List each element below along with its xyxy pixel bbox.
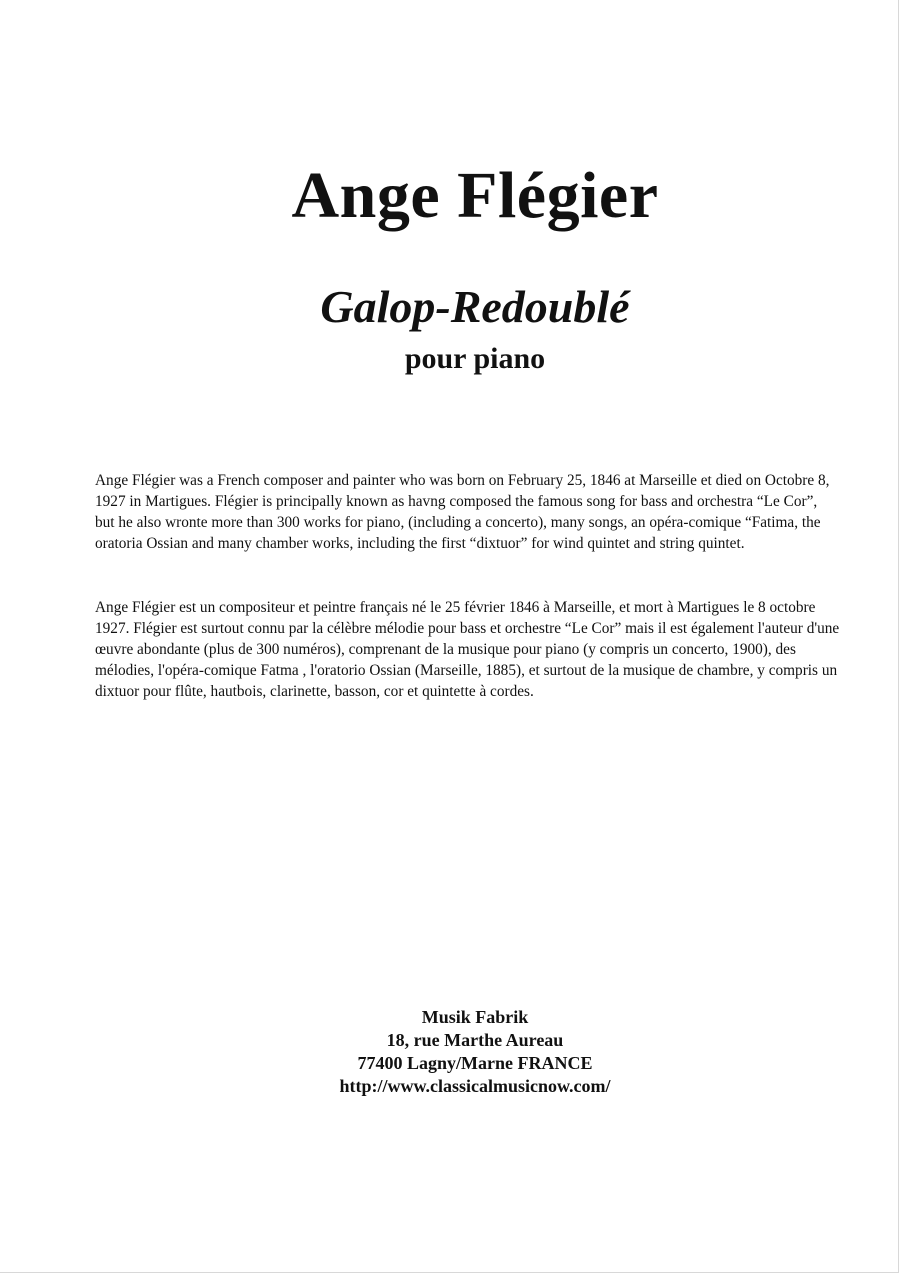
instrumentation: pour piano xyxy=(404,342,546,375)
publisher-city: 77400 Lagny/Marne FRANCE xyxy=(357,1053,593,1073)
publisher-block xyxy=(0,1006,900,1098)
biography-french: Ange Flégier est un compositeur et peintre français né le 25 février 1846 à Marseille, et mort à Martigues le 8 octobre 1927. Flégier est surtout connu par la célèbre mélodie pour bass et orchestre “Le Cor” mais il est également l'auteur d'une œuvre abondante (plus de 300 numéros), comprenant de la musique pour piano (y compris un concerto, 1900), des mélodies, l'opéra-comique Fatma , l'oratorio Ossian (Marseille, 1885), et surtout de la musique de chambre, y compris un dixtuor pour flûte, hautbois, clarinette, basson, cor et quintette à cordes. xyxy=(95,599,840,700)
publisher-url: http://www.classicalmusicnow.com/ xyxy=(339,1076,611,1096)
composer-name: Ange Flégier xyxy=(291,159,659,232)
biography-english: Ange Flégier was a French composer and painter who was born on February 25, 1846 at Marseille et died on Octobre 8, 1927 in Martigues. Flégier is principally known as havng composed the famous song for bass and orchestra “Le Cor”, but he also wronte more than 300 works for piano, (including a concerto), many songs, an opéra-comique “Fatima, the oratoria Ossian and many chamber works, including the first “dixtuor” for wind quintet and string quintet. xyxy=(95,472,830,552)
work-title: Galop-Redoublé xyxy=(320,281,630,332)
publisher-street: 18, rue Marthe Aureau xyxy=(386,1030,564,1050)
publisher-name: Musik Fabrik xyxy=(421,1007,529,1027)
